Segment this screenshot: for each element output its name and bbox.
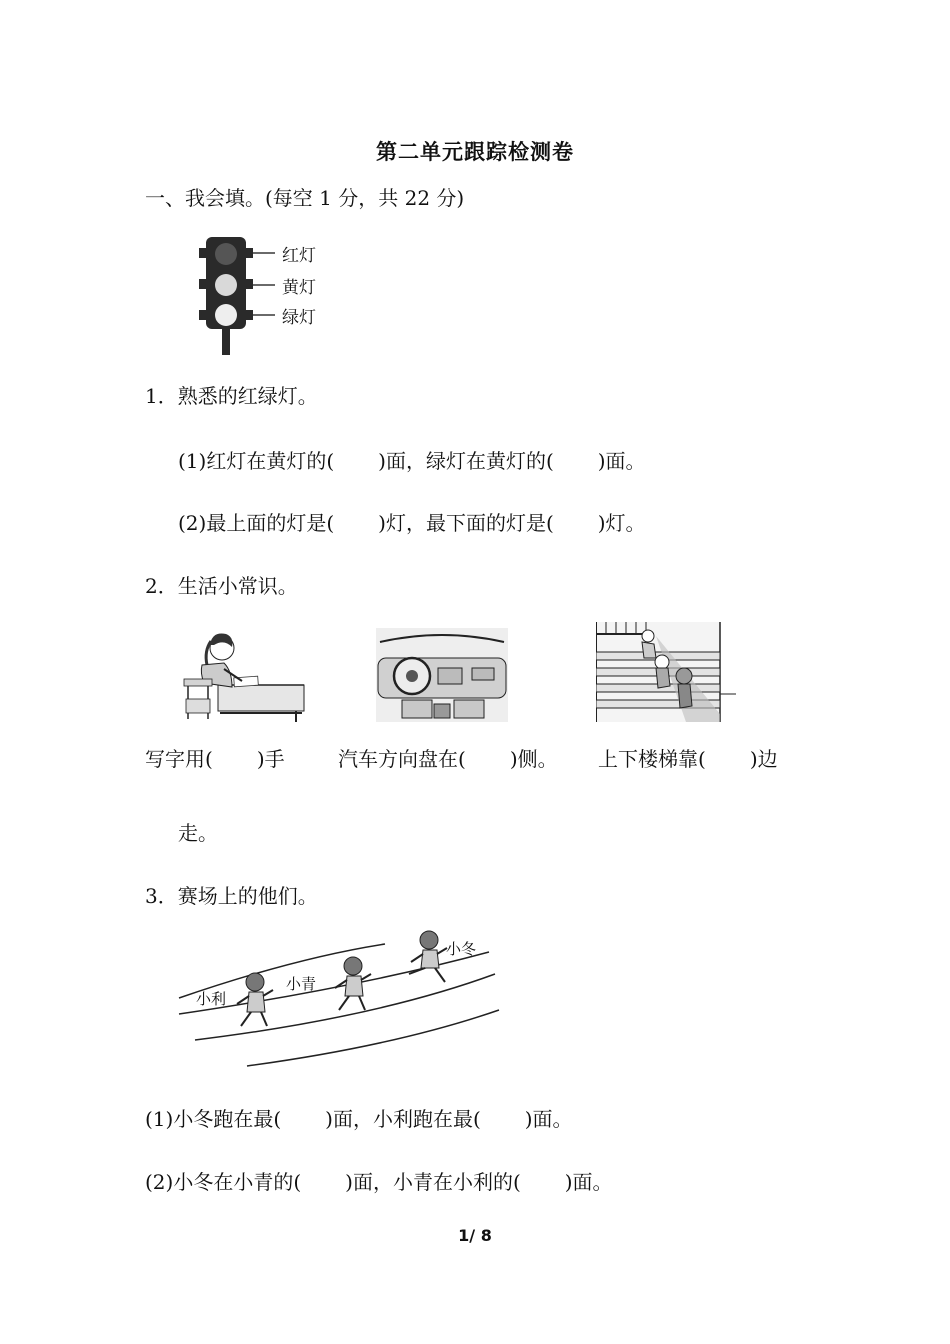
runner-label-xiaoli: 小利 xyxy=(196,990,227,1008)
question-3-title: 3．赛场上的他们。 xyxy=(145,884,318,908)
girl-writing-illustration xyxy=(180,625,306,722)
page-number: 1/ 8 xyxy=(458,1226,492,1245)
car-dashboard-illustration xyxy=(376,628,508,722)
question-2-item-2: 汽车方向盘在( )侧。 xyxy=(338,747,558,771)
question-3-part-1: (1)小冬跑在最( )面，小利跑在最( )面。 xyxy=(145,1107,573,1131)
question-2-item-3-continued: 走。 xyxy=(178,821,218,845)
runner-label-xiaoqing: 小青 xyxy=(286,975,317,993)
question-1-title: 1．熟悉的红绿灯。 xyxy=(145,384,318,408)
question-2-item-3: 上下楼梯靠( )边 xyxy=(598,747,778,771)
traffic-light-illustration xyxy=(195,234,275,359)
runner-xiaodong xyxy=(409,931,447,982)
stairs-illustration xyxy=(596,622,736,722)
question-3-part-2: (2)小冬在小青的( )面，小青在小利的( )面。 xyxy=(145,1170,613,1194)
runner-label-xiaodong: 小冬 xyxy=(446,940,477,958)
question-1-part-1: (1)红灯在黄灯的( )面，绿灯在黄灯的( )面。 xyxy=(178,449,646,473)
question-2-item-1: 写字用( )手 xyxy=(145,747,285,771)
green-light-label: 绿灯 xyxy=(282,308,316,328)
section-heading: 一、我会填。(每空 1 分，共 22 分) xyxy=(145,186,465,210)
yellow-light-label: 黄灯 xyxy=(282,278,316,298)
page-title: 第二单元跟踪检测卷 xyxy=(376,139,574,164)
red-light-label: 红灯 xyxy=(282,246,316,266)
question-2-title: 2．生活小常识。 xyxy=(145,574,298,598)
runner-xiaoqing xyxy=(335,957,371,1010)
question-1-part-2: (2)最上面的灯是( )灯，最下面的灯是( )灯。 xyxy=(178,511,646,535)
